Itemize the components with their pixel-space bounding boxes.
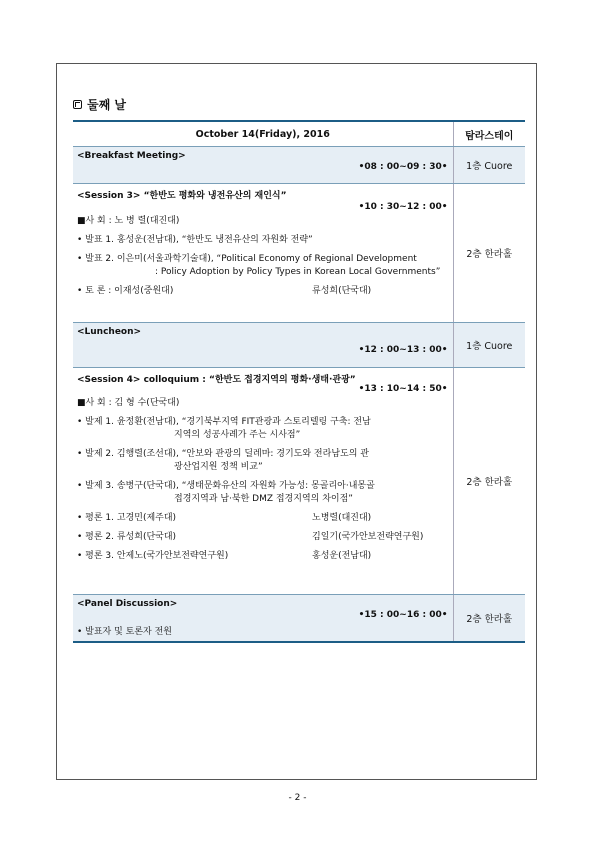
schedule-table — [73, 120, 525, 643]
table-header-row — [73, 121, 525, 147]
session4-chair: ■사 회 : 김 형 수(단국대) — [77, 398, 180, 408]
luncheon-row — [73, 323, 525, 368]
panel-venue: 2층 한라홀 — [453, 595, 525, 643]
breakfast-title: <Breakfast Meeting> — [77, 151, 186, 161]
session4-venue: 2층 한라홀 — [453, 368, 525, 595]
luncheon-venue: 1층 Cuore — [453, 323, 525, 368]
session3-title: <Session 3> “한반도 평화와 냉전유산의 재인식” — [77, 191, 287, 201]
session3-row — [73, 184, 525, 323]
session4-presentation-1: • 발제 1. 윤정환(전남대), “경기북부지역 FIT관광과 스토리텔링 구축: 전남 지역의 성공사례가 주는 시사점” — [77, 417, 371, 440]
session4-review-2: • 평론 2. 류성희(단국대) 김일기(국가안보전략연구원) — [77, 532, 424, 542]
section-marker-icon — [73, 100, 82, 109]
header-venue: 탐라스테이 — [453, 121, 525, 147]
session3-chair: ■사 회 : 노 병 렬(대진대) — [77, 216, 180, 226]
session4-row — [73, 368, 525, 595]
session3-time: •10 : 30~12 : 00• — [358, 202, 448, 212]
panel-participants: • 발표자 및 토론자 전원 — [77, 627, 172, 637]
session3-presentation-2: • 발표 2. 이은미(서울과학기술대), “Political Economy of Regional Development : Policy Adoption by Policy Types in Korean Local Governments” — [77, 254, 441, 277]
luncheon-time: •12 : 00~13 : 00• — [358, 345, 448, 355]
session3-discussion: • 토 론 : 이재성(중원대) 류성희(단국대) — [77, 286, 372, 296]
session3-venue: 2층 한라홀 — [453, 184, 525, 323]
panel-title: <Panel Discussion> — [77, 599, 178, 609]
section-title-text: 둘째 날 — [87, 98, 126, 112]
session4-review-3: • 평론 3. 안제노(국가안보전략연구원) 홍성운(전남대) — [77, 551, 372, 561]
header-date: October 14(Friday), 2016 — [73, 121, 453, 147]
breakfast-venue: 1층 Cuore — [453, 147, 525, 184]
breakfast-row — [73, 147, 525, 184]
session4-review-1: • 평론 1. 고경민(제주대) 노병렬(대진대) — [77, 513, 372, 523]
page-number: - 2 - — [288, 793, 307, 803]
panel-row — [73, 595, 525, 643]
session4-time: •13 : 10~14 : 50• — [358, 384, 448, 394]
panel-time: •15 : 00~16 : 00• — [358, 610, 448, 620]
session4-presentation-3: • 발제 3. 송병구(단국대), “생태문화유산의 자원화 가능성: 몽골리아·내몽골 접경지역과 남·북한 DMZ 접경지역의 차이점” — [77, 481, 375, 504]
session3-presentation-1: • 발표 1. 홍성운(전남대), “한반도 냉전유산의 자원화 전략” — [77, 235, 313, 245]
session4-presentation-2: • 발제 2. 김행렬(조선대), “안보와 관광의 딜레마: 경기도와 전라남도의 관 광산업지원 정책 비교” — [77, 449, 369, 472]
breakfast-time: •08 : 00~09 : 30• — [358, 162, 448, 172]
luncheon-title: <Luncheon> — [77, 327, 142, 337]
session4-title: <Session 4> colloquium : “한반도 접경지역의 평화·생태·관광” — [77, 375, 356, 385]
section-title — [73, 96, 126, 113]
